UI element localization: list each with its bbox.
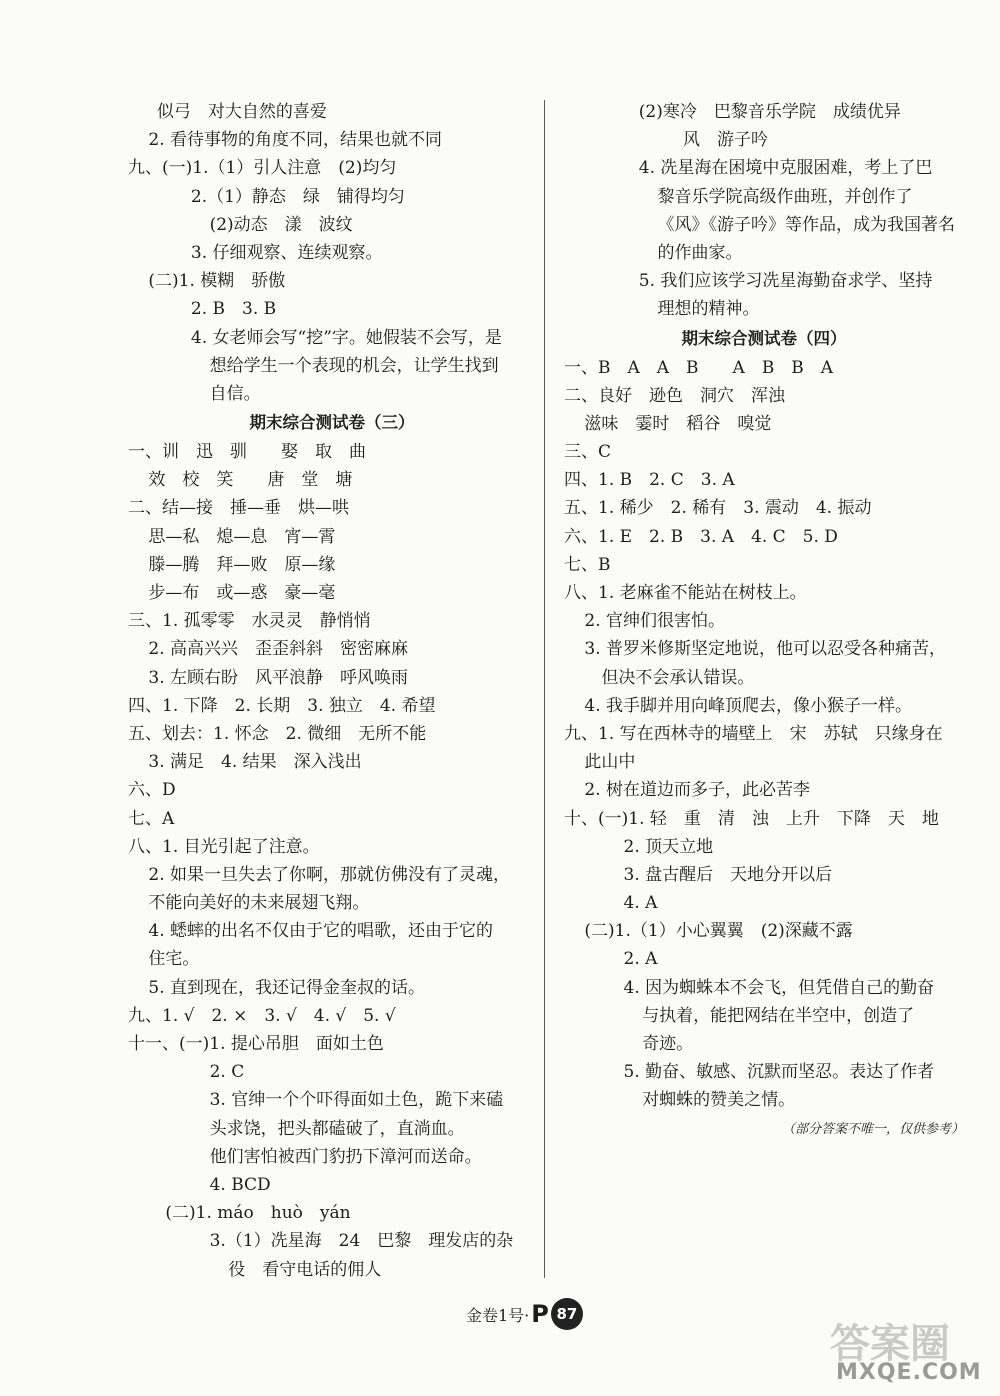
answer-line: 2. 高高兴兴 歪歪斜斜 密密麻麻 — [148, 639, 409, 660]
answer-line: 4. BCD — [209, 1174, 271, 1195]
answer-line: (二)1.（1）小心翼翼 (2)深藏不露 — [584, 921, 853, 942]
answer-line: 3. 满足 4. 结果 深入浅出 — [148, 752, 362, 773]
answer-line: 2. 树在道边而多子，此必苦李 — [584, 780, 811, 801]
page-footer — [466, 1298, 583, 1330]
answer-line: 的作曲家。 — [657, 242, 743, 263]
answer-line: 滕—腾 拜—败 原—缘 — [148, 554, 336, 575]
answer-line: (2)寒冷 巴黎音乐学院 成绩优异 — [638, 102, 901, 122]
answer-line: 七、B — [564, 554, 611, 575]
answer-line: 想给学生一个表现的机会，让学生找到 — [209, 355, 499, 376]
answer-line: 2. 官绅们很害怕。 — [584, 611, 726, 632]
answer-line: 三、1. 孤零零 水灵灵 静悄悄 — [128, 611, 371, 632]
answer-line: 3. 左顾右盼 风平浪静 呼风唤雨 — [148, 667, 409, 688]
answer-line: 七、A — [128, 808, 175, 829]
answer-line: 2. 看待事物的角度不同，结果也就不同 — [148, 130, 443, 151]
answer-line: 3. 盘古醒后 天地分开以后 — [623, 864, 833, 885]
answer-line: 十、(一)1. 轻 重 清 浊 上升 下降 天 地 — [564, 808, 939, 829]
answer-line: 4. 我手脚并用向峰顶爬去，像小猴子一样。 — [584, 695, 913, 716]
answer-line: 九、1. √ 2. × 3. √ 4. √ 5. √ — [128, 1005, 396, 1026]
page-number: 87 — [551, 1298, 583, 1330]
watermark-logo — [800, 1310, 990, 1390]
answer-line: 2. 如果一旦失去了你啊，那就仿佛没有了灵魂， — [148, 864, 511, 885]
answer-line: 2. A — [623, 949, 658, 970]
answer-line: 与执着，能把网结在半空中，创造了 — [642, 1005, 915, 1026]
answer-line: 九、1. 写在西林寺的墙壁上 宋 苏轼 只缘身在 — [564, 723, 943, 744]
answer-line: 4. 女老师会写“挖”字。她假装不会写，是 — [190, 327, 502, 348]
answer-line: 5. 勤奋、敏感、沉默而坚忍。表达了作者 — [623, 1062, 935, 1083]
answer-line: 役 看守电话的佣人 — [228, 1259, 382, 1280]
answer-line: 2. B 3. B — [190, 299, 277, 320]
answer-line: 似弓 对大自然的喜爱 — [156, 102, 327, 122]
watermark-url: MXQE.COM — [836, 1360, 982, 1385]
answer-line: 2. C — [209, 1062, 245, 1083]
answer-line: 2.（1）静态 绿 铺得均匀 — [190, 186, 405, 207]
answer-line: 八、1. 目光引起了注意。 — [128, 836, 320, 857]
answer-line: 风 游子吟 — [683, 130, 768, 151]
answer-line: 3.（1）冼星海 24 巴黎 理发店的杂 — [209, 1231, 514, 1252]
answer-line: 黎音乐学院高级作曲班，并创作了 — [657, 186, 913, 207]
left-column — [128, 98, 536, 1284]
answer-line: 4. 冼星海在困境中克服困难，考上了巴 — [638, 158, 933, 179]
answer-line: 五、1. 稀少 2. 稀有 3. 震动 4. 振动 — [564, 498, 872, 519]
answer-line: 此山中 — [584, 752, 636, 773]
column-divider — [544, 100, 545, 1278]
answer-line: 4. 因为蜘蛛本不会飞，但凭借自己的勤奋 — [623, 977, 935, 998]
answer-line: 5. 我们应该学习冼星海勤奋求学、坚持 — [638, 271, 933, 292]
answer-line: 4. A — [623, 893, 658, 914]
answer-line: 3. 普罗米修斯坚定地说，他可以忍受各种痛苦， — [584, 639, 947, 660]
answer-line: (二)1. máo huò yán — [165, 1203, 351, 1224]
answer-line: (2)动态 漾 波纹 — [209, 214, 353, 235]
footnote: （部分答案不唯一，仅供参考） — [781, 1121, 964, 1137]
answer-line: 四、1. 下降 2. 长期 3. 独立 4. 希望 — [128, 695, 436, 716]
answer-line: 《风》《游子吟》等作品，成为我国著名 — [657, 214, 955, 235]
answer-line: 滋味 霎时 稻谷 嗅觉 — [584, 413, 772, 434]
answer-line: 他们害怕被西门豹扔下漳河而送命。 — [209, 1146, 482, 1167]
answer-line: 一、B A A B A B B A — [564, 357, 834, 378]
watermark-cn: 答案圈 — [830, 1321, 950, 1367]
answer-line: 自信。 — [209, 383, 261, 404]
answer-line: 但决不会承认错误。 — [601, 667, 755, 688]
answer-line: 一、训 迅 驯 娶 取 曲 — [128, 442, 366, 463]
answer-line: 头求饶，把头都磕破了，直淌血。 — [209, 1118, 465, 1139]
footer-p-letter: P — [531, 1300, 549, 1328]
section-heading: 期末综合测试卷（三） — [249, 413, 415, 433]
answer-line: 不能向美好的未来展翅飞翔。 — [148, 893, 370, 914]
answer-line: 三、C — [564, 442, 612, 463]
answer-line: 奇迹。 — [642, 1034, 694, 1054]
answer-line: 五、划去：1. 怀念 2. 微细 无所不能 — [128, 723, 427, 744]
answer-line: 5. 直到现在，我还记得金奎叔的话。 — [148, 977, 426, 998]
answer-line: 六、1. E 2. B 3. A 4. C 5. D — [564, 526, 838, 547]
answer-line: 六、D — [128, 780, 176, 801]
answer-line: 八、1. 老麻雀不能站在树枝上。 — [564, 583, 807, 603]
answer-line: 理想的精神。 — [657, 299, 760, 320]
answer-line: (二)1. 模糊 骄傲 — [148, 271, 286, 292]
answer-line: 3. 仔细观察、连续观察。 — [190, 242, 383, 263]
answer-line: 二、结—接 捶—垂 烘—哄 — [128, 498, 349, 519]
answer-line: 效 校 笑 唐 堂 塘 — [148, 470, 353, 491]
answer-line: 3. 官绅一个个吓得面如土色，跪下来磕 — [209, 1090, 504, 1111]
section-heading: 期末综合测试卷（四） — [681, 328, 847, 348]
answer-line: 住宅。 — [148, 949, 200, 970]
answer-line: 4. 蟋蟀的出名不仅由于它的唱歌，还由于它的 — [148, 921, 494, 942]
answer-line: 思—私 熄—息 宵—霄 — [148, 526, 336, 547]
answer-line: 2. 顶天立地 — [623, 836, 714, 857]
footer-title: 金卷1号· — [466, 1305, 530, 1325]
answer-line: 四、1. B 2. C 3. A — [564, 470, 735, 491]
right-column — [564, 98, 964, 1145]
answer-line: 九、(一)1.（1）引人注意 (2)均匀 — [128, 158, 397, 179]
answer-line: 二、良好 逊色 洞穴 浑浊 — [564, 385, 785, 406]
answer-line: 步—布 或—惑 豪—毫 — [148, 583, 336, 603]
answer-line: 十一、(一)1. 提心吊胆 面如土色 — [128, 1034, 384, 1054]
answer-line: 对蜘蛛的赞美之情。 — [642, 1090, 796, 1111]
